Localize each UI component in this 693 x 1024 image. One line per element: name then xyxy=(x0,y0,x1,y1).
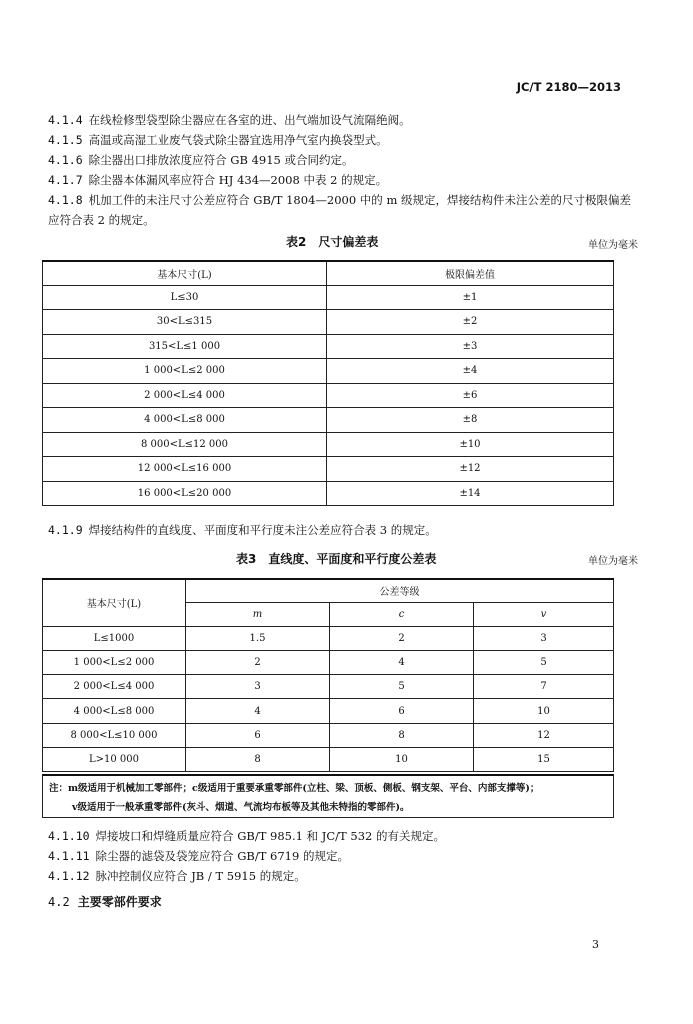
table-cell: 8 xyxy=(330,723,474,747)
table-cell: ±14 xyxy=(327,481,614,506)
table-cell: 10 xyxy=(330,747,474,771)
table-cell: 2 000<L≤4 000 xyxy=(43,383,327,408)
clause-4-1-6: 4.1.6 除尘器出口排放浓度应符合 GB 4915 或合同约定。 xyxy=(48,153,354,167)
section-4-2-heading: 4.2 主要零部件要求 xyxy=(48,895,162,909)
table-cell: 315<L≤1 000 xyxy=(43,334,327,359)
clause-4-1-5: 4.1.5 高温或高湿工业废气袋式除尘器宜选用净气室内换袋型式。 xyxy=(48,133,388,147)
clause-4-1-4: 4.1.4 在线检修型袋型除尘器应在各室的进、出气端加设气流隔绝阀。 xyxy=(48,113,411,127)
table-row xyxy=(43,723,614,747)
page-number: 3 xyxy=(592,938,599,951)
table3-body xyxy=(43,626,614,772)
table3-note-line1: 注：m级适用于机械加工零部件；c级适用于重要承重零部件(立柱、梁、顶板、侧板、钢支架、平台、内部支撑等)； xyxy=(49,783,540,794)
table-cell: 8 xyxy=(186,747,330,771)
table-cell: 7 xyxy=(474,675,614,699)
table3-grade-c: c xyxy=(330,602,474,626)
table-row xyxy=(43,650,614,674)
table-cell: 4 xyxy=(186,699,330,723)
table2 xyxy=(42,260,614,506)
clause-4-1-11: 4.1.11 除尘器的滤袋及袋笼应符合 GB/T 6719 的规定。 xyxy=(48,849,349,863)
table-cell: L>10 000 xyxy=(43,747,186,771)
table3-grade-v: v xyxy=(474,602,614,626)
table-cell: 6 xyxy=(330,699,474,723)
table-cell: 5 xyxy=(474,650,614,674)
table-row xyxy=(43,747,614,771)
table-row xyxy=(43,383,614,408)
table-cell: 10 xyxy=(474,699,614,723)
table3-caption: 表3 直线度、平面度和平行度公差表 xyxy=(236,552,437,566)
table-row xyxy=(43,432,614,457)
table-cell: ±12 xyxy=(327,457,614,482)
table-row xyxy=(43,310,614,335)
table-row xyxy=(43,675,614,699)
table-cell: L≤30 xyxy=(43,285,327,310)
table2-header-row xyxy=(43,261,614,285)
clause-4-1-7: 4.1.7 除尘器本体漏风率应符合 HJ 434—2008 中表 2 的规定。 xyxy=(48,173,388,187)
table-cell: 4 xyxy=(330,650,474,674)
table3-note xyxy=(42,774,614,818)
table-cell: 2 000<L≤4 000 xyxy=(43,675,186,699)
clause-4-1-8: 4.1.8 机加工件的未注尺寸公差应符合 GB/T 1804—2000 中的 m 级规定，焊接结构件未注公差的尺寸极限偏差应符合表 2 的规定。 xyxy=(48,193,632,227)
table2-header-deviation: 极限偏差值 xyxy=(327,261,614,285)
table3-header-size: 基本尺寸(L) xyxy=(43,579,186,626)
clauses-bottom xyxy=(48,826,648,886)
standard-code: JC/T 2180—2013 xyxy=(516,80,621,94)
table-cell: ±1 xyxy=(327,285,614,310)
table-cell: 8 000<L≤12 000 xyxy=(43,432,327,457)
table3-unit: 单位为毫米 xyxy=(588,556,638,567)
clause-4-1-12: 4.1.12 脉冲控制仪应符合 JB / T 5915 的规定。 xyxy=(48,869,306,883)
table-row xyxy=(43,457,614,482)
table-cell: 8 000<L≤10 000 xyxy=(43,723,186,747)
table2-header-size: 基本尺寸(L) xyxy=(43,261,327,285)
table-cell: 1 000<L≤2 000 xyxy=(43,650,186,674)
table-cell: 3 xyxy=(474,626,614,650)
table2-caption: 表2 尺寸偏差表 xyxy=(286,235,379,249)
table-cell: 4 000<L≤8 000 xyxy=(43,408,327,433)
clauses-top xyxy=(48,110,648,230)
clause-4-1-9: 4.1.9 焊接结构件的直线度、平面度和平行度未注公差应符合表 3 的规定。 xyxy=(48,523,437,537)
table-row xyxy=(43,481,614,506)
clause-4-1-10: 4.1.10 焊接坡口和焊缝质量应符合 GB/T 985.1 和 JC/T 532 的有关规定。 xyxy=(48,829,445,843)
table-cell: 30<L≤315 xyxy=(43,310,327,335)
table2-body xyxy=(43,285,614,506)
table-cell: 12 000<L≤16 000 xyxy=(43,457,327,482)
table-row xyxy=(43,334,614,359)
table-row xyxy=(43,699,614,723)
table-row xyxy=(43,408,614,433)
table-cell: 16 000<L≤20 000 xyxy=(43,481,327,506)
table-cell: ±2 xyxy=(327,310,614,335)
table-cell: ±4 xyxy=(327,359,614,384)
table-cell: 4 000<L≤8 000 xyxy=(43,699,186,723)
table-cell: 12 xyxy=(474,723,614,747)
table-row xyxy=(43,626,614,650)
table-row xyxy=(43,359,614,384)
table-cell: 2 xyxy=(186,650,330,674)
table-cell: 1 000<L≤2 000 xyxy=(43,359,327,384)
table-cell: 5 xyxy=(330,675,474,699)
table-cell: 2 xyxy=(330,626,474,650)
table-cell: ±3 xyxy=(327,334,614,359)
table3-header-row1 xyxy=(43,579,614,602)
table-row xyxy=(43,285,614,310)
table-cell: ±8 xyxy=(327,408,614,433)
table2-unit: 单位为毫米 xyxy=(588,240,638,251)
table-cell: ±10 xyxy=(327,432,614,457)
table-cell: 3 xyxy=(186,675,330,699)
table-cell: 15 xyxy=(474,747,614,771)
table-cell: L≤1000 xyxy=(43,626,186,650)
table3-header-grade: 公差等级 xyxy=(186,579,614,602)
table-cell: 6 xyxy=(186,723,330,747)
table-cell: ±6 xyxy=(327,383,614,408)
table3 xyxy=(42,578,614,772)
table-cell: 1.5 xyxy=(186,626,330,650)
table3-note-line2: v级适用于一般承重零部件(灰斗、烟道、气流均布板等及其他未特指的零部件)。 xyxy=(72,802,410,813)
table3-grade-m: m xyxy=(186,602,330,626)
